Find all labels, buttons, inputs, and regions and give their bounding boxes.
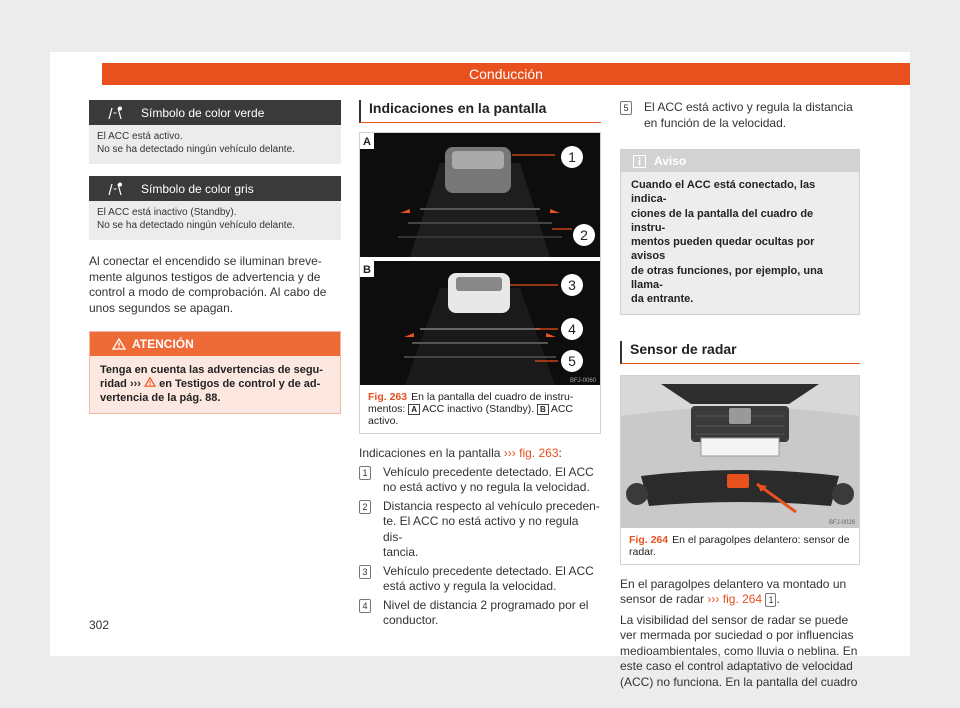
item-line: Nivel de distancia 2 programado por el bbox=[383, 597, 589, 612]
callout-marker-5 bbox=[561, 350, 583, 372]
acc-gray-icon bbox=[89, 182, 141, 196]
reference-chevron: ››› bbox=[707, 592, 720, 607]
item-line: en función de la velocidad. bbox=[644, 115, 787, 130]
item-number: 4 bbox=[359, 599, 371, 613]
caption-text: ACC bbox=[550, 403, 573, 415]
para-line: control a modo de comprobación. Al cabo de bbox=[89, 285, 327, 299]
list-item bbox=[359, 499, 601, 561]
item-line: Vehículo precedente detectado. El ACC bbox=[383, 563, 594, 578]
gray-symbol-header bbox=[89, 176, 341, 201]
figure-number: Fig. 264 bbox=[629, 533, 669, 546]
caption-text: radar. bbox=[629, 545, 656, 558]
chapter-header: Conducción bbox=[102, 63, 910, 85]
warning-title: ATENCIÓN bbox=[132, 337, 194, 351]
item-line: no está activo y no regula la velocidad. bbox=[383, 480, 590, 494]
callout-marker-1 bbox=[561, 146, 583, 168]
callout-marker-3 bbox=[561, 274, 583, 296]
figure-263 bbox=[359, 132, 601, 434]
note-line: ciones de la pantalla del cuadro de instru- bbox=[631, 207, 814, 234]
item-line: conductor. bbox=[383, 613, 439, 627]
para-line: La visibilidad del sensor de radar se puede bbox=[620, 612, 849, 627]
caption-text: activo. bbox=[368, 415, 399, 427]
left-column bbox=[89, 100, 341, 414]
section-heading-radar: Sensor de radar bbox=[620, 341, 860, 364]
radar-paragraph-1 bbox=[620, 577, 860, 608]
para-text: sensor de radar bbox=[620, 592, 705, 607]
warning-line-2 bbox=[100, 377, 330, 391]
radar-paragraph-2 bbox=[620, 613, 860, 691]
info-icon bbox=[633, 155, 646, 168]
svg-text:2: 2 bbox=[580, 227, 588, 243]
warning-line-3: vertencia de la pág. 88. bbox=[100, 392, 221, 404]
note-header bbox=[621, 150, 859, 172]
green-symbol-title: Símbolo de color verde bbox=[141, 105, 265, 120]
intro-paragraph bbox=[89, 254, 341, 316]
para-line: En el paragolpes delantero va montado un bbox=[620, 576, 847, 591]
svg-text:5: 5 bbox=[568, 353, 576, 369]
figure-264 bbox=[620, 375, 860, 565]
callout-marker-2 bbox=[573, 224, 595, 246]
panel-b-label: B bbox=[363, 264, 371, 276]
manual-page bbox=[50, 52, 910, 689]
page-number: 302 bbox=[89, 618, 110, 632]
reference-chevron: ››› bbox=[129, 378, 141, 390]
item-number: 1 bbox=[765, 593, 776, 607]
svg-text:3: 3 bbox=[568, 277, 576, 293]
gray-line-1: El ACC está inactivo (Standby). bbox=[97, 207, 237, 218]
note-line: da entrante. bbox=[631, 293, 694, 306]
item-line: te. El ACC no está activo y no regula dis- bbox=[383, 514, 579, 544]
para-line bbox=[620, 592, 860, 608]
gray-symbol-title: Símbolo de color gris bbox=[141, 181, 254, 196]
para-line: (ACC) no funciona. En la pantalla del cuadro bbox=[620, 674, 858, 689]
para-line: medioambientales, como lluvia o neblina. En bbox=[620, 643, 858, 658]
item-number: 1 bbox=[359, 466, 371, 480]
warning-triangle-icon bbox=[144, 377, 156, 387]
radar-sensor bbox=[727, 474, 749, 488]
item-number: 2 bbox=[359, 500, 371, 514]
figure-code: BFJ-0060 bbox=[569, 378, 596, 384]
note-box bbox=[620, 149, 860, 315]
para-line: este caso el control adaptativo de velocidad bbox=[620, 659, 853, 674]
list-item bbox=[359, 564, 601, 595]
warning-body bbox=[90, 356, 340, 413]
green-symbol-header bbox=[89, 100, 341, 125]
list-item bbox=[620, 100, 860, 131]
green-symbol-text bbox=[89, 125, 341, 164]
para-line: ver mermada por suciedad o por influencias bbox=[620, 628, 854, 643]
intro-text: Indicaciones en la pantalla bbox=[359, 446, 501, 460]
figure-reference-link[interactable]: fig. 263 bbox=[519, 446, 559, 460]
middle-column bbox=[359, 100, 601, 629]
figure-number: Fig. 263 bbox=[368, 391, 408, 403]
para-line: unos segundos se apagan. bbox=[89, 300, 234, 315]
note-line: mentos pueden quedar ocultas por avisos bbox=[631, 236, 815, 263]
key-b-badge: B bbox=[537, 404, 549, 415]
item-line: Distancia respecto al vehículo preceden- bbox=[383, 498, 600, 513]
section-heading-display: Indicaciones en la pantalla bbox=[359, 100, 601, 123]
acc-green-icon bbox=[89, 106, 141, 120]
note-body bbox=[621, 172, 859, 314]
instrument-display-illustration bbox=[360, 133, 600, 385]
figure-code: BFJ-0026 bbox=[828, 519, 855, 526]
item-line: El ACC está activo y regula la distancia bbox=[644, 100, 853, 114]
green-line-2: No se ha detectado ningún vehículo delante. bbox=[97, 143, 295, 155]
intro-colon: : bbox=[558, 446, 562, 460]
caption-text: En el paragolpes delantero: sensor de bbox=[672, 533, 850, 546]
svg-text:1: 1 bbox=[568, 149, 576, 165]
caption-text: En la pantalla del cuadro de instru- bbox=[411, 391, 574, 403]
right-column bbox=[620, 100, 860, 690]
para-text: . bbox=[776, 592, 780, 607]
note-title: Aviso bbox=[654, 154, 687, 168]
item-line: Vehículo precedente detectado. El ACC bbox=[383, 464, 594, 479]
warning-box bbox=[89, 331, 341, 414]
warning-triangle-icon bbox=[112, 338, 126, 350]
item-number: 3 bbox=[359, 565, 371, 579]
display-intro bbox=[359, 446, 601, 462]
note-line: de otras funciones, por ejemplo, una llama- bbox=[631, 264, 823, 292]
warning-text: ridad bbox=[100, 378, 127, 390]
list-item bbox=[359, 598, 601, 629]
figure-263-caption bbox=[360, 385, 600, 433]
front-bumper-illustration bbox=[621, 376, 859, 528]
para-line: Al conectar el encendido se iluminan breve- bbox=[89, 254, 322, 268]
list-item bbox=[359, 465, 601, 496]
svg-text:4: 4 bbox=[568, 321, 576, 337]
item-line: tancia. bbox=[383, 545, 419, 559]
key-a-badge: A bbox=[408, 404, 420, 415]
figure-reference-link[interactable]: fig. 264 bbox=[722, 592, 763, 607]
panel-a-label: A bbox=[363, 136, 371, 148]
note-line: Cuando el ACC está conectado, las indica- bbox=[631, 179, 816, 206]
gray-line-2: No se ha detectado ningún vehículo delante. bbox=[97, 219, 295, 231]
caption-text: mentos: bbox=[368, 403, 406, 415]
warning-link-text[interactable]: en Testigos de control y de ad- bbox=[159, 378, 321, 390]
warning-header bbox=[90, 332, 340, 356]
para-line: mente algunos testigos de advertencia y de bbox=[89, 269, 321, 284]
item-line: está activo y regula la velocidad. bbox=[383, 579, 557, 593]
callout-marker-4 bbox=[561, 318, 583, 340]
figure-264-caption bbox=[621, 528, 859, 564]
reference-chevron: ››› bbox=[503, 446, 516, 460]
green-line-1: El ACC está activo. bbox=[97, 131, 183, 142]
warning-line-1: Tenga en cuenta las advertencias de segu- bbox=[100, 364, 323, 376]
gray-symbol-text bbox=[89, 201, 341, 240]
item-number: 5 bbox=[620, 101, 632, 115]
caption-text: ACC inactivo (Standby). bbox=[422, 403, 535, 415]
